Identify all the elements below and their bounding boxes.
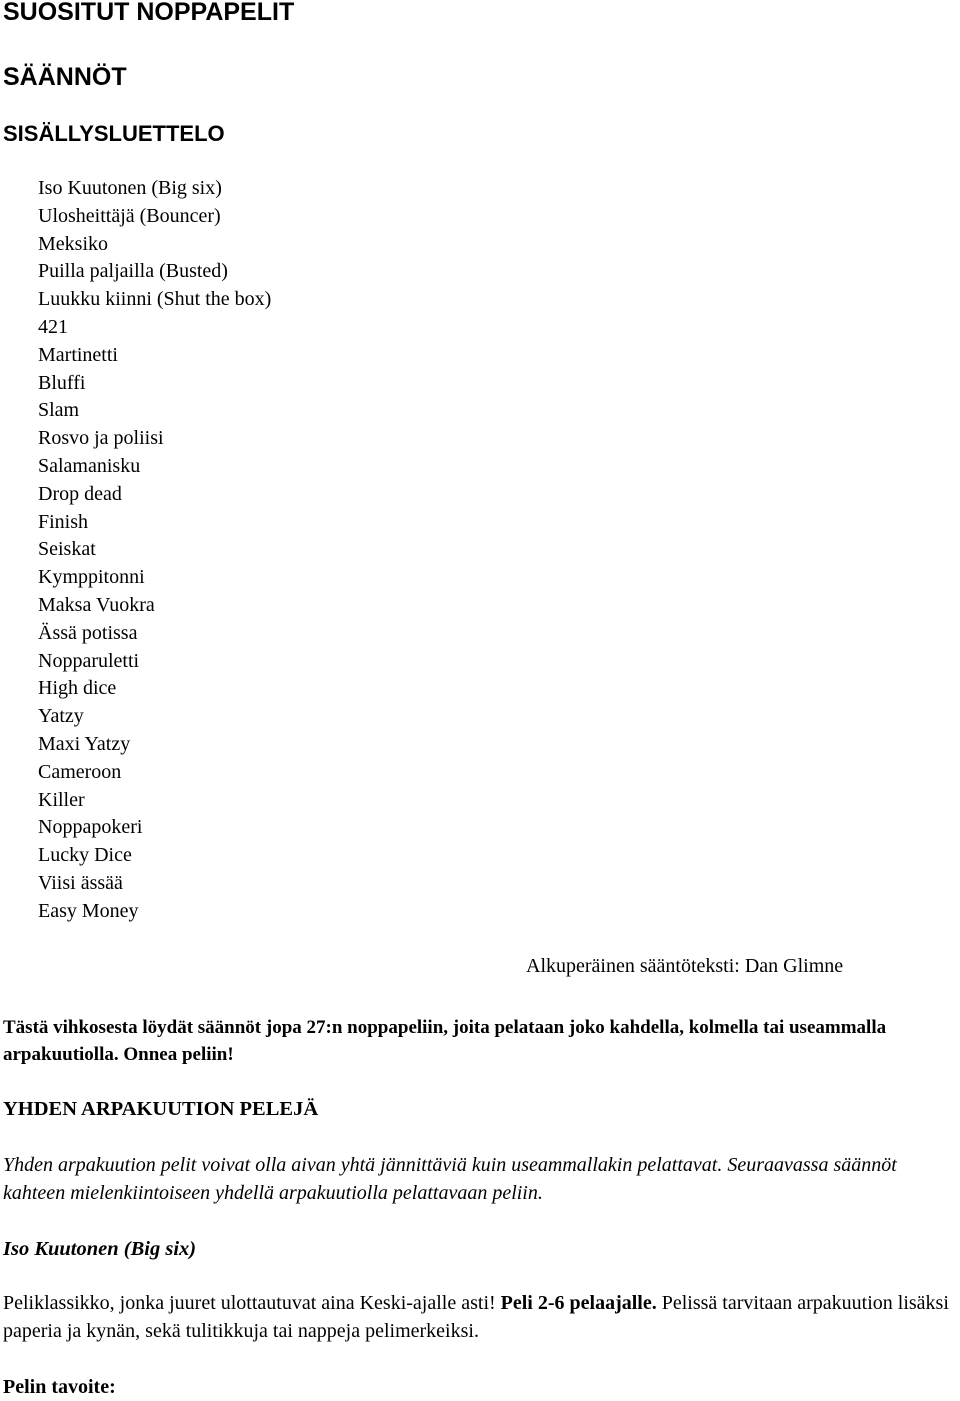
toc-item: Iso Kuutonen (Big six) [38, 177, 222, 199]
section-heading: YHDEN ARPAKUUTION PELEJÄ [3, 1098, 319, 1120]
game-paragraph-text: Peliklassikko, jonka juuret ulottautuvat aina Keski-ajalle asti! [3, 1292, 501, 1314]
toc-item: Ässä potissa [38, 621, 138, 644]
toc-item: Nopparuletti [38, 649, 140, 672]
document-title: SUOSITUT NOPPAPELIT [3, 0, 295, 26]
toc-item: Cameroon [38, 760, 122, 783]
toc-item: Lucky Dice [38, 844, 132, 867]
game-goal-label: Pelin tavoite: [3, 1376, 116, 1398]
game-heading: Iso Kuutonen (Big six) [3, 1238, 197, 1260]
toc-item: Luukku kiinni (Shut the box) [38, 288, 272, 311]
table-of-contents [38, 175, 271, 926]
toc-item: Puilla paljailla (Busted) [38, 260, 228, 283]
toc-item: Drop dead [38, 482, 122, 505]
toc-item: Finish [38, 510, 89, 533]
intro-paragraph: Tästä vihkosesta löydät säännöt jopa 27:n noppapeliin, joita pelataan joko kahdella, kolmella tai useammalla arpakuutiolla. Onnea peliin! [3, 1017, 887, 1065]
section-paragraph: Yhden arpakuution pelit voivat olla aivan yhtä jännittäviä kuin useammallakin pelattavat. Seuraavassa säännöt kahteen mielenkiintoiseen yhdellä arpakuutiolla pelattavaan peliin. [3, 1154, 897, 1204]
toc-item: Bluffi [38, 371, 86, 394]
toc-item: Meksiko [38, 232, 108, 255]
toc-item: Slam [38, 399, 80, 422]
player-count-text: Peli 2-6 pelaajalle. [500, 1292, 657, 1314]
author-credit: Alkuperäinen sääntöteksti: Dan Glimne [526, 955, 844, 977]
toc-item: Ulosheittäjä (Bouncer) [38, 204, 221, 227]
game-paragraph-text-cont: Pelissä tarvitaan arpakuution lisäksi paperia ja kynän, sekä tulitikkuja tai nappeja pelimerkeiksi. [3, 1292, 949, 1342]
toc-item: Yatzy [38, 705, 84, 728]
toc-item: Maxi Yatzy [38, 732, 131, 755]
toc-heading: SISÄLLYSLUETTELO [3, 121, 225, 146]
toc-item: Maksa Vuokra [38, 593, 155, 616]
toc-item: Kymppitonni [38, 566, 145, 589]
toc-item: Martinetti [38, 343, 118, 366]
toc-item: Killer [38, 788, 85, 811]
toc-item: 421 [38, 315, 68, 338]
toc-item: Rosvo ja poliisi [38, 427, 164, 450]
toc-item: Seiskat [38, 538, 96, 561]
toc-item: Viisi ässää [38, 871, 123, 894]
toc-item: Salamanisku [38, 454, 141, 477]
toc-item: Noppapokeri [38, 816, 143, 839]
game-paragraph [3, 1290, 960, 1345]
document-subtitle: SÄÄNNÖT [3, 63, 127, 91]
toc-item: Easy Money [38, 899, 139, 922]
toc-item: High dice [38, 677, 117, 700]
